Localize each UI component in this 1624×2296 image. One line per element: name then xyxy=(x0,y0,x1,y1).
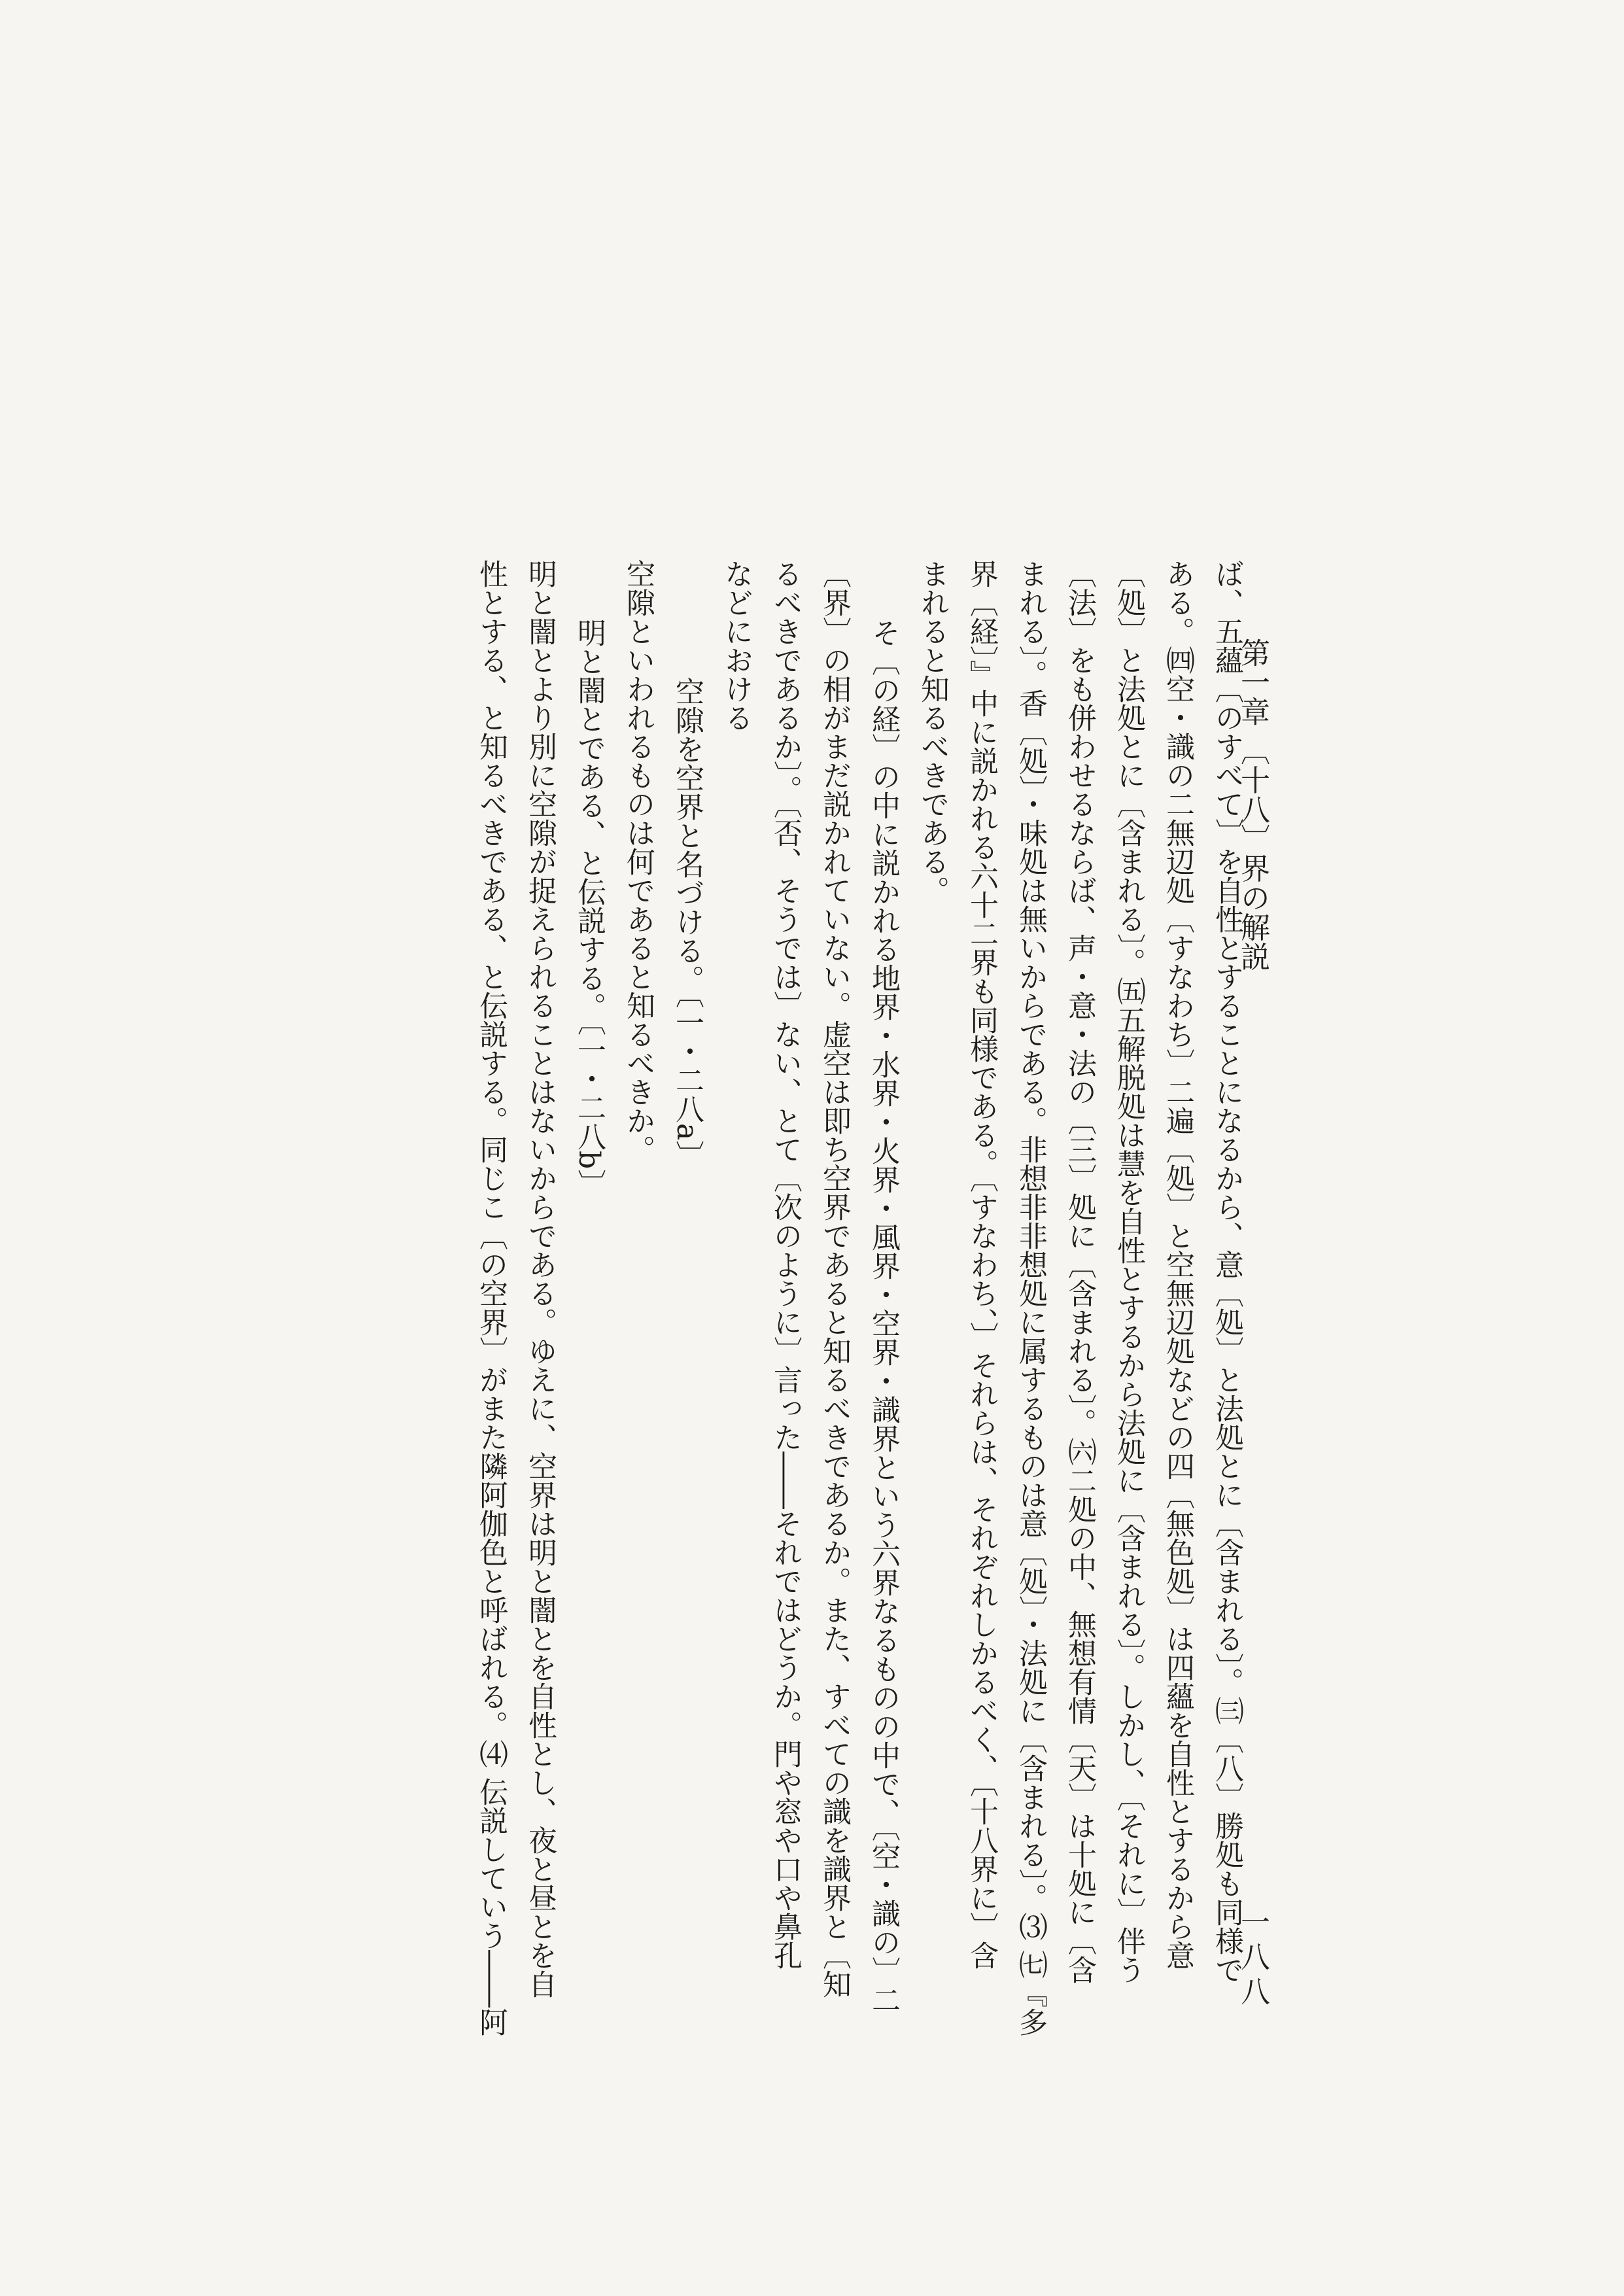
page-number: 一八八 xyxy=(1235,1907,1270,2011)
text-line: ある。㈣空・識の二無辺処〔すなわち〕二遍〔処〕と空無辺処などの四〔無色処〕は四蘊を自性とするから意 xyxy=(1161,559,1194,1970)
text-line: 明と闇とより別に空隙が捉えられることはないからである。ゆえに、空界は明と闇とを自性とし、夜と昼とを自 xyxy=(523,559,557,1998)
chapter-title: 第一章 〔十八〕界の解説 xyxy=(1235,638,1270,971)
text-line: 〔処〕と法処とに〔含まれる〕。㈤五解脱処は慧を自性とするから法処に〔含まれる〕。しかし、〔それに〕伴う xyxy=(1112,559,1145,1984)
vertical-text-body xyxy=(466,559,1277,2038)
text-line: 空隙といわれるものは何であると知るべきか。 xyxy=(621,559,655,1164)
verse-line: 明と闇とである、と伝説する。〔一・二八b〕 xyxy=(572,618,606,1198)
text-line: そ〔の経〕の中に説かれる地界・水界・火界・風界・空界・識界という六界なるものの中で、〔空・識の〕二 xyxy=(867,618,900,2014)
text-line: まれると知るべきである。 xyxy=(916,559,949,905)
verse-line: 空隙を空界と名づける。〔一・二八a〕 xyxy=(670,677,704,1170)
text-line: 〔界〕の相がまだ説かれていない。虚空は即ち空界であると知るべきであるか。また、すべての識を識界と〔知 xyxy=(818,559,851,1998)
text-line: などにおける xyxy=(719,559,753,732)
text-line: 性とする、と知るべきである、と伝説する。同じこ〔の空界〕がまた隣阿伽色と呼ばれる。⑷ 伝説していう――阿 xyxy=(474,559,508,2036)
text-line: ば、五蘊〔のすべて〕を自性とすることになるから、意〔処〕と法処とに〔含まれる〕。㈢〔八〕勝処も同様で xyxy=(1210,559,1243,1984)
text-line: まれる〕。香〔処〕・味処は無いからである。非想非非想処に属するものは意〔処〕・法処に〔含まれる〕。⑶ ㈦『多 xyxy=(1014,559,1047,2036)
text-line: 〔法〕をも併わせるならば、声・意・法の〔三〕処に〔含まれる〕。㈥二処の中、無想有情〔天〕は十処に〔含 xyxy=(1063,559,1096,1984)
text-line: るべきであるか〕。〔否、そうでは〕ない、とて〔次のように〕言った――それではどうか。門や窓や口や鼻孔 xyxy=(769,559,802,1970)
text-line: 界〔経〕』中に説かれる六十二界も同様である。〔すなわち、〕それらは、それぞれしかるべく、〔十八界に〕含 xyxy=(965,559,998,1970)
